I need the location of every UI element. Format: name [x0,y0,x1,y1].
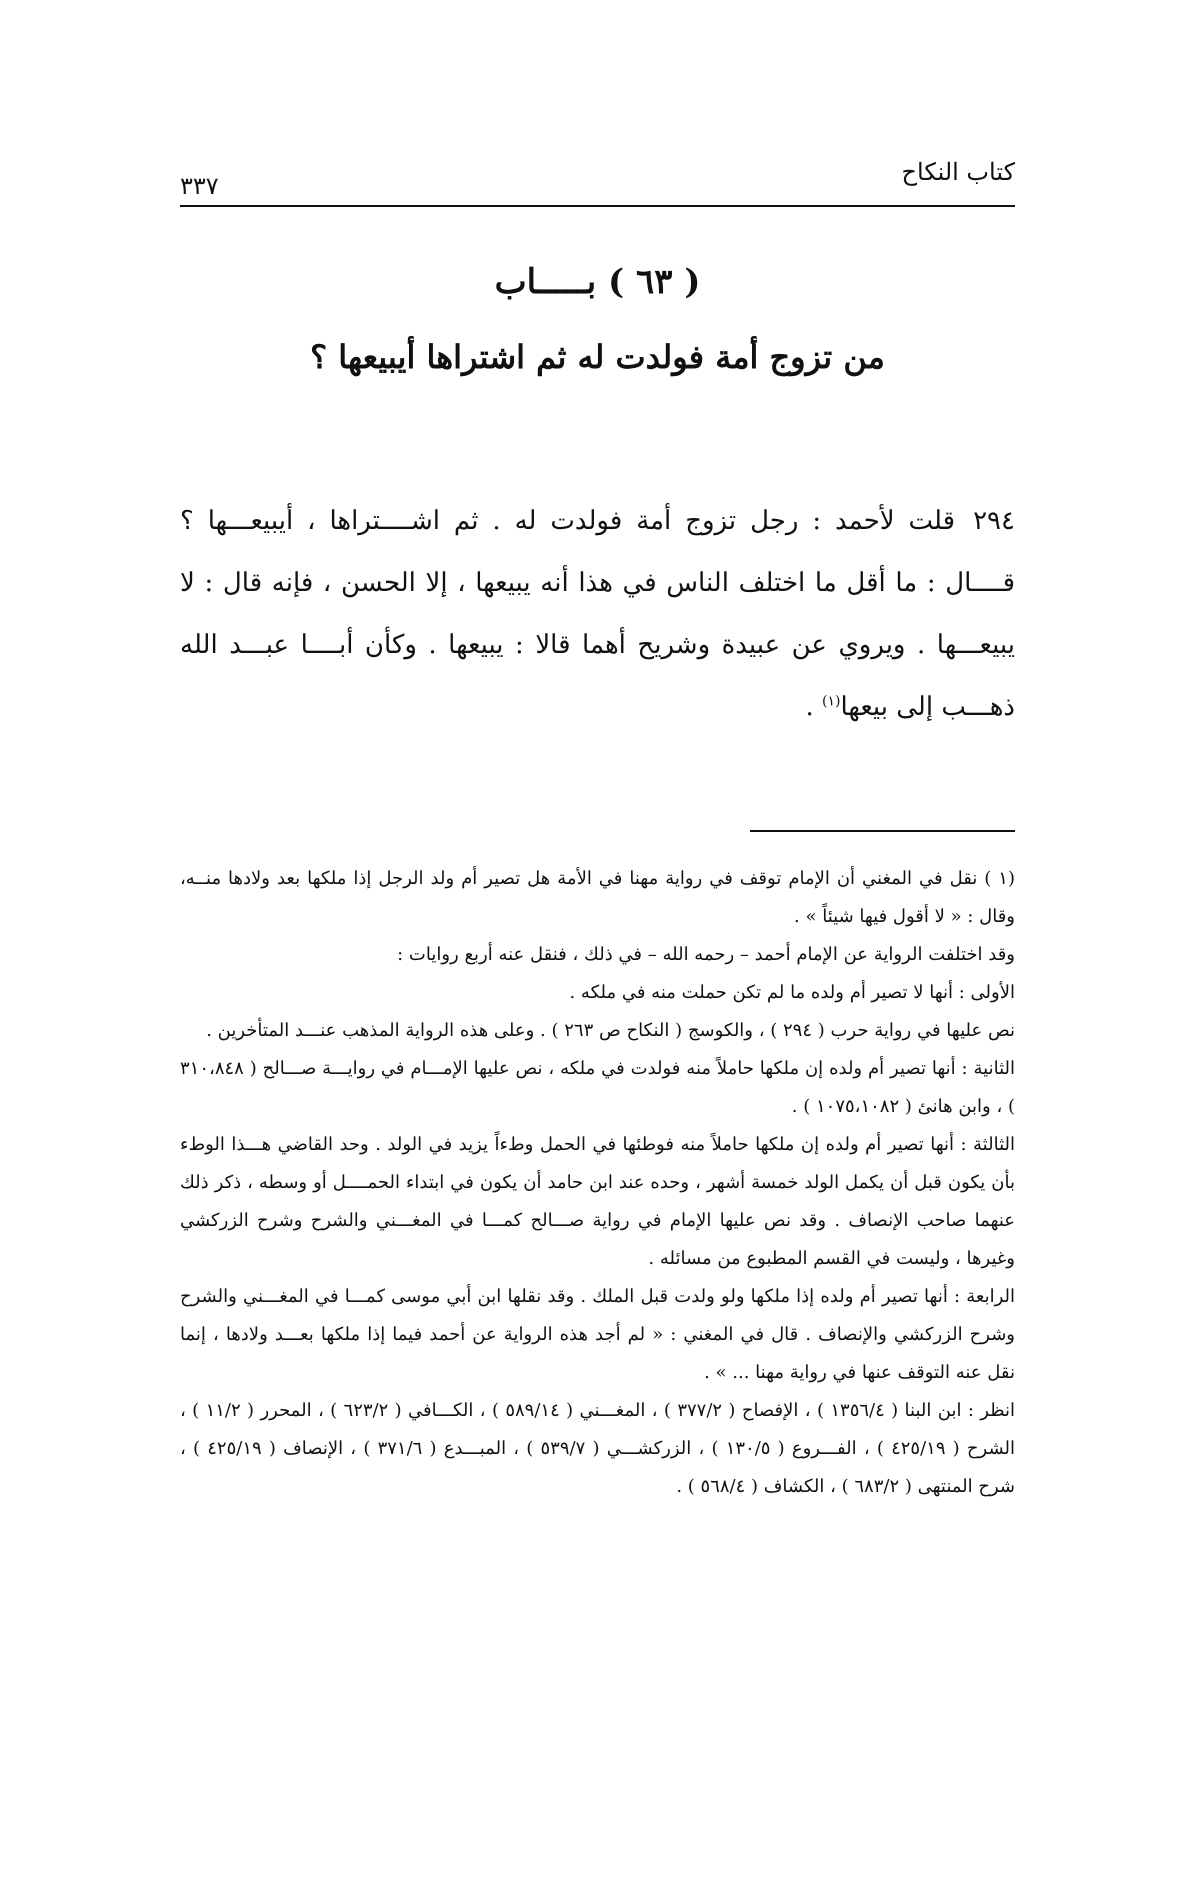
footnote-paragraph: الثالثة : أنها تصير أم ولده إن ملكها حاملاً منه فوطئها في الحمل وطءاً يزيد في الولد . وحد القاضي هـــذا الوطء بأن يكون قبل أن يكمل الولد خمسة أشهر ، وحده عند ابن حامد أن يكون في ابتداء الحمــــل أو وسطه ، ذكر ذلك عنهما صاحب الإنصاف . وقد نص عليها الإمام في رواية صـــالح كمـــا في المغـــني والشرح وشرح الزركشي وغيرها ، وليست في القسم المطبوع من مسائله . [180,1134,1015,1269]
page-number: ٣٣٧ [180,172,219,200]
main-entry [180,490,1015,738]
chapter-heading: ( ٦٣ ) بـــــاب [494,262,701,302]
footnote-separator [750,830,1015,832]
running-head [180,158,1015,204]
footnote-paragraph: انظر : ابن البنا ( ١٣٥٦/٤ ) ، الإفصاح ( ٣٧٧/٢ ) ، المغـــني ( ٥٨٩/١٤ ) ، الكـــافي ( ٦٢٣/٢ ) ، المحرر ( ١١/٢ ) ، الشرح ( ٤٢٥/١٩ ) ، الفـــروع ( ١٣٠/٥ ) ، الزركشـــي ( ٥٣٩/٧ ) ، المبـــدع ( ٣٧١/٦ ) ، الإنصاف ( ٤٢٥/١٩ ) ، شرح المنتهى ( ٦٨٣/٢ ) ، الكشاف ( ٥٦٨/٤ ) . [180,1400,1016,1497]
entry-end: . [805,692,822,722]
entry-text: قلت لأحمد : رجل تزوج أمة فولدت له . ثم اشــــتراها ، أيبيعـــها ؟ قــــال : ما أقل ما اختلف الناس في هذا أنه يبيعها ، إلا الحسن ، فإنه قال : لا يبيعـــها . ويروي عن عبيدة وشريح أهما قالا : يبيعها . وكأن أبــــا عبـــد الله ذهـــب إلى بيعها [180,506,1015,722]
footnote-paragraph: (١ ) نقل في المغني أن الإمام توقف في رواية مهنا في الأمة هل تصير أم ولد الرجل إذا ملكها بعد ولادها منــه، وقال : « لا أقول فيها شيئاً » . [180,868,1015,927]
footnote-paragraph: وقد اختلفت الرواية عن الإمام أحمد – رحمه الله – في ذلك ، فنقل عنه أربع روايات : [397,944,1015,965]
footnotes [180,860,1015,1506]
footnote-reference: (١) [821,693,841,710]
running-head-title: كتاب النكاح [901,158,1015,186]
header-rule [180,205,1015,207]
footnote-paragraph: الأولى : أنها لا تصير أم ولده ما لم تكن حملت منه في ملكه . [569,982,1015,1003]
footnote-paragraph: نص عليها في رواية حرب ( ٢٩٤ ) ، والكوسج ( النكاح ص ٢٦٣ ) . وعلى هذه الرواية المذهب عنـــد المتأخرين . [206,1020,1015,1041]
footnote-paragraph: الرابعة : أنها تصير أم ولده إذا ملكها ولو ولدت قبل الملك . وقد نقلها ابن أبي موسى كمـــا في المغـــني والشرح وشرح الزركشي والإنصاف . قال في المغني : « لم أجد هذه الرواية عن أحمد فيما إذا ملكها بعـــد ولادها ، إنما نقل عنه التوقف عنها في رواية مهنا ... » . [180,1286,1015,1383]
entry-number: ٢٩٤ [973,506,1015,536]
footnote-paragraph: الثانية : أنها تصير أم ولده إن ملكها حاملاً منه فولدت في ملكه ، نص عليها الإمـــام في روايـــة صـــالح ( ٣١٠،٨٤٨ ) ، وابن هانئ ( ١٠٧٥،١٠٨٢ ) . [180,1058,1015,1117]
chapter-subtitle: من تزوج أمة فولدت له ثم اشتراها أيبيعها ؟ [310,338,885,376]
